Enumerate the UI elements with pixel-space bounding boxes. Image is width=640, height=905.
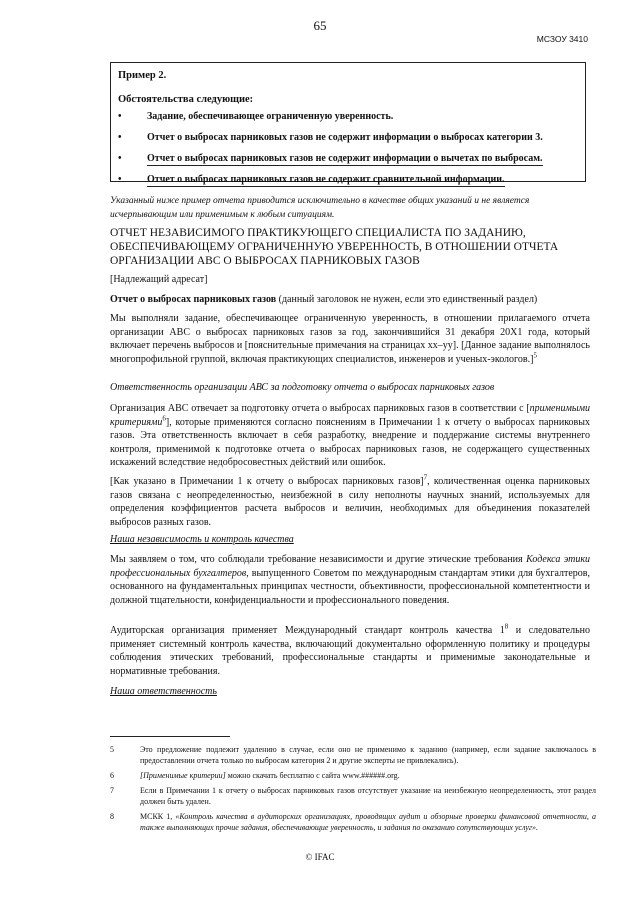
- report-title: ОТЧЕТ НЕЗАВИСИМОГО ПРАКТИКУЮЩЕГО СПЕЦИАЛИСТА ПО ЗАДАНИЮ, ОБЕСПЕЧИВАЮЩЕМУ ОГРАНИЧЕННУЮ УВЕРЕННОСТЬ, В ОТНОШЕНИИ ОТЧЕТА ОРГАНИЗАЦИИ АВС О ВЫБРОСАХ ПАРНИКОВЫХ ГАЗОВ: [110, 227, 559, 267]
- example-subtitle: Обстоятельства следующие:: [118, 94, 254, 105]
- list-item: • Отчет о выбросах парниковых газов не содержит информации о вычетах по выбросам.: [118, 153, 543, 164]
- list-item: • Задание, обеспечивающее ограниченную уверенность.: [118, 111, 394, 122]
- addressee: [Надлежащий адресат]: [110, 274, 208, 285]
- bullet-icon: •: [118, 132, 122, 143]
- footnote-6: 6 [Применимые критерии] можно скачать бесплатно с сайта www.######.org.: [110, 771, 400, 780]
- example-title: Пример 2.: [118, 70, 167, 81]
- bullet-icon: •: [118, 174, 122, 185]
- heading-our-responsibility: Наша ответственность: [110, 686, 217, 697]
- list-item: • Отчет о выбросах парниковых газов не содержит информации о выбросах категории 3.: [118, 132, 543, 143]
- heading-independence: Наша независимость и контроль качества: [110, 534, 294, 545]
- footnote-divider: [110, 736, 230, 737]
- paragraph-responsibility: Организация АВС отвечает за подготовку отчета о выбросах парниковых газов в соответствии с [применимыми критериями$^6$], которые применяются согласно пояснениям в Примечании 1 к отчету о выбросах парниковых газов. Эта ответственность включает в себя разработку, внедрение и поддержание системы внутреннего контроля, применимой к подготовке отчета о выбросах парниковых газов, не содержащего существенных искажений вследствие недобросовестных действий или ошибок.: [110, 403, 590, 468]
- paragraph-quality-control: Аудиторская организация применяет Международный стандарт контроль качества $1^8$ и следовательно применяет системный контроль качества, включающий документально оформленную политику и процедуры соблюдения этических требований, профессиональные стандарты и применимые законодательные и нормативные требования.: [110, 622, 590, 677]
- section-report-heading: Отчет о выбросах парниковых газов (данный заголовок не нужен, если это единственный раздел): [110, 294, 538, 305]
- example-bullet-list: [118, 111, 543, 195]
- paragraph-independence: Мы заявляем о том, что соблюдали требование независимости и другие этические требования Кодекса этики профессиональных бухгалтеров, выпущенного Советом по международным стандартам этики для бухгалтеров, основанного на фундаментальных принципах честности, объективности, профессиональной компетентности и должной тщательности, конфиденциальности и профессионального поведения.: [110, 554, 591, 606]
- footer-copyright: © IFAC: [305, 852, 335, 862]
- paragraph-scope: Мы выполняли задание, обеспечивающее ограниченную уверенность, в отношении прилагаемого отчета организации АВС о выбросах парниковых газов за год, закончившийся 31 декабря 20Х1 года, который включает перечень выбросов и [пояснительные примечания на страницах хх–уу]. [Данное задание выполнялось многопрофильной группой, включая практикующих специалистов, инженеров и ученых-экологов.]$^5$: [110, 313, 590, 365]
- intro-note: Указанный ниже пример отчета приводится исключительно в качестве общих указаний и не является исчерпывающим или применимым к любым ситуациям.: [110, 196, 530, 220]
- footnote-8: 8 МСКК 1, «Контроль качества в аудиторских организациях, проводящих аудит и обзорные проверки финансовой отчетности, а также выполняющих прочие задания, обеспечивающие уверенность, и задания по оказанию сопутствующих услуг».: [110, 812, 596, 832]
- list-item: • Отчет о выбросах парниковых газов не содержит сравнительной информации.: [118, 174, 505, 185]
- document-id: МСЗОУ 3410: [536, 34, 588, 44]
- bullet-icon: •: [118, 111, 122, 122]
- bullet-icon: •: [118, 153, 122, 164]
- footnote-5: 5 Это предложение подлежит удалению в случае, если оно не применимо к заданию (например, если задание заключалось в предоставлении отчета только по выбросам категория 2 и другие эксперты не привлекались).: [110, 745, 596, 765]
- footnote-7: 7 Если в Примечании 1 к отчету о выбросах парниковых газов отсутствует указание на неизбежную неопределенность, этот раздел должен быть удален.: [110, 786, 596, 806]
- paragraph-uncertainty: [Как указано в Примечании 1 к отчету о выбросах парниковых газов]$^7$, количественная оценка парниковых газов связана с неопределенностью, неизбежной в силу неполноты научных знаний, используемых для определения коэффициентов расчета выбросов и величин, необходимых для объединения показателей выбросов разных газов.: [110, 473, 591, 528]
- page-number: 65: [313, 18, 327, 33]
- heading-responsibility: Ответственность организации АВС за подготовку отчета о выбросах парниковых газов: [110, 382, 495, 393]
